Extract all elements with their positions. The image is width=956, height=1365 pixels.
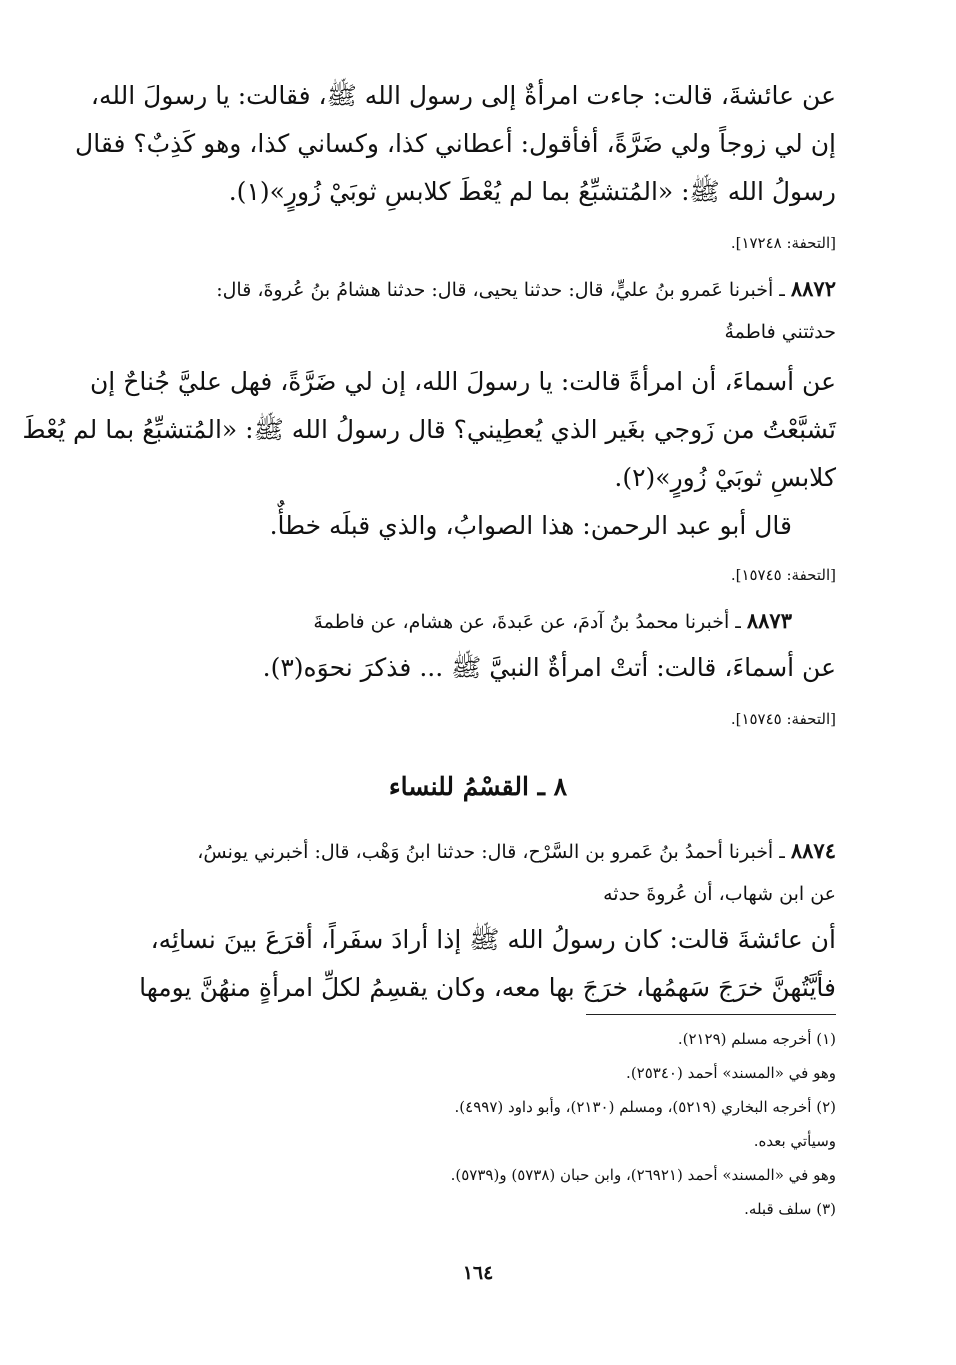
tuhfa-reference: [التحفة: ١٧٢٤٨]. (730, 234, 836, 252)
isnad-text: ـ أخبرنا أحمدُ بنُ عَمرو بن السَّرْح، قال: حدثنا ابنُ وَهْب، قال: أخبرني يونسُ، (197, 841, 791, 863)
footnote: (٢) أخرجه البخاري (٥٢١٩)، ومسلم (٢١٣٠)، وأبو داود (٤٩٩٧). (454, 1098, 836, 1116)
isnad-text: عن ابن شهاب، أن عُروةَ حدثه (603, 883, 836, 905)
hadith-text-8874 (120, 916, 836, 1012)
text-line: رسولُ الله ﷺ: «المُتشبِّعُ بما لم يُعْطَ كلابسِ ثوبَيْ زُورٍ»(١). (228, 177, 836, 206)
text-line: إن لي زوجاً ولي ضَرَّةً، أفأقول: أعطاني كذا، وكساني كذا، وهو كَذِبٌ؟ فقال (75, 129, 836, 158)
tuhfa-reference: [التحفة: ١٥٧٤٥]. (730, 566, 836, 584)
text-line: أن عائشةَ قالت: كان رسولُ الله ﷺ إذا أرادَ سفَراً، أقرَعَ بينَ نسائِه، (150, 925, 836, 954)
text-line: كلابسِ ثوبَيْ زُورٍ»(٢). (614, 463, 836, 492)
isnad-text: ـ أخبرنا عَمرو بنُ عليٍّ، قال: حدثنا يحيى، قال: حدثنا هشامُ بنُ عُروةَ، قال: (216, 279, 791, 301)
isnad-text: حدثتني فاطمةُ (724, 321, 836, 343)
footnote: وسيأتي بعده. (753, 1132, 836, 1150)
hadith-text-aisha (75, 72, 836, 216)
hadith-number: ٨٨٧٣ (746, 608, 792, 633)
footnote: (٣) سلف قبله. (744, 1200, 836, 1218)
footnote-divider (586, 1014, 836, 1015)
footnote: وهو في «المسند» أحمد (٢٦٩٢١)، وابن حبان (٥٧٣٨) و(٥٧٣٩). (450, 1166, 836, 1184)
hadith-text-asma (22, 358, 836, 550)
text-line: عن عائشةَ، قالت: جاءت امرأةٌ إلى رسول الله ﷺ، فقالت: يا رسولَ الله، (90, 81, 836, 110)
text-line: عن أسماءَ، أن امرأةً قالت: يا رسولَ الله، إن لي ضَرَّةً، فهل عليَّ جُناحٌ إن (89, 367, 836, 396)
hadith-number: ٨٨٧٤ (790, 838, 836, 863)
hadith-number: ٨٨٧٢ (790, 276, 836, 301)
hadith-isnad-8872 (120, 268, 836, 353)
hadith-isnad-8874 (120, 830, 836, 915)
isnad-text: ـ أخبرنا محمدُ بنُ آدمَ، عن عَبدةَ، عن هشام، عن فاطمةَ (313, 611, 747, 633)
text-line: تَشبَّعْتُ من زَوجي بغَير الذي يُعطِيني؟ قال رسولُ الله ﷺ: «المُتشبِّعُ بما لم يُعْطَ (22, 415, 836, 444)
hadith-isnad-8873 (120, 600, 836, 643)
hadith-text-8873 (120, 644, 836, 692)
section-heading: ٨ ـ القسْمُ للنساء (388, 772, 568, 801)
footnote: (١) أخرجه مسلم (٢١٢٩). (677, 1030, 836, 1048)
footnotes (120, 1022, 836, 1226)
text-line: فأيَّتُهنَّ خرَجَ سَهمُها، خرَجَ بها معه، وكان يقسِمُ لكلِّ امرأةٍ منهُنَّ يومها (139, 973, 836, 1002)
tuhfa-reference: [التحفة: ١٥٧٤٥]. (730, 710, 836, 728)
text-line: عن أسماءَ، قالت: أتتْ امرأةٌ النبيَّ ﷺ ... فذكرَ نحوَه(٣). (262, 653, 836, 682)
text-line: قال أبو عبد الرحمن: هذا الصوابُ، والذي قبلَه خطأٌ. (269, 511, 792, 540)
page-number: ١٦٤ (462, 1262, 494, 1284)
footnote: وهو في «المسند» أحمد (٢٥٣٤٠). (626, 1064, 836, 1082)
